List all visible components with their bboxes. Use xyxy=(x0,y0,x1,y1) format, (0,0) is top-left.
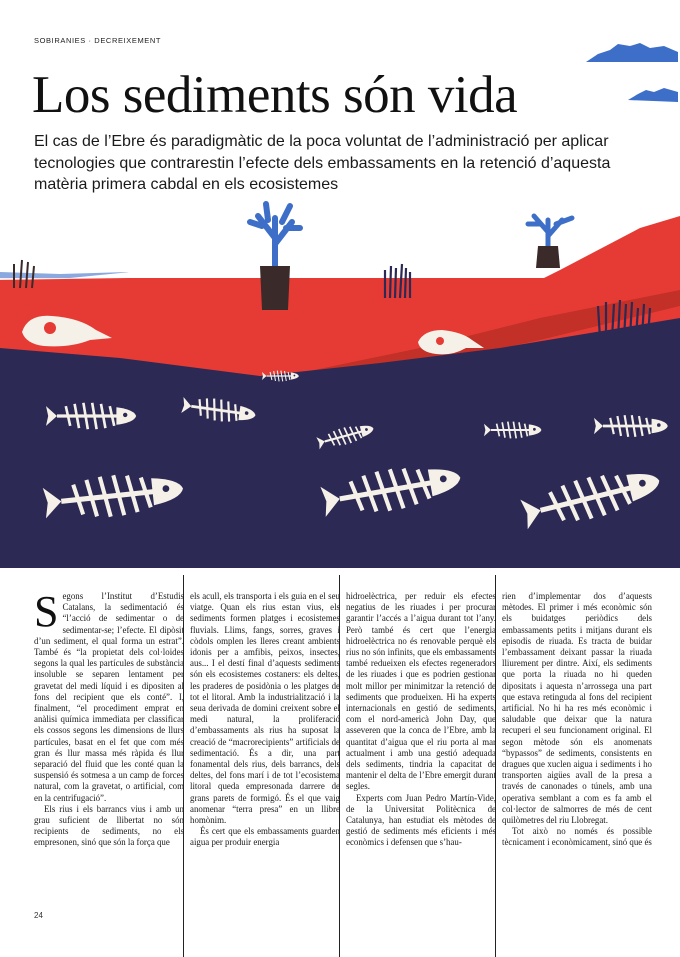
article-paragraph: Els rius i els barrancs vius i amb un grau suficient de llibertat no són recipients de sediments, no els empresonen, sinó que són la força que xyxy=(34,803,184,848)
section-label: SOBIRANIES · DECREIXEMENT xyxy=(34,36,162,45)
page-number: 24 xyxy=(34,911,43,920)
dropcap: S xyxy=(34,587,59,636)
article-body xyxy=(34,587,658,896)
article-column-3 xyxy=(346,591,496,849)
article-paragraph: hidroelèctrica, per reduir els efectes negatius de les riuades i per procurar garantir l’accés a l’aigua durant tot l’any. Però també és cert que l’energia hidroelèctrica no és renovable perquè els rius no són infinits, que els embassaments també redueixen els efectes regeneradors de les riuades i que es podrien gestionar molt millor per minimitzar la retenció de sediments que produeixen. Hi ha experts internacionals en gestió de sediments, com el nord-americà John Day, que asseveren que la conca de l’Ebre, amb la quantitat d’aigua que el riu porta al mar actualment i amb una gestió adequada dels sediments, tindria la capacitat de mantenir el delta de l’Ebre emergit durant segles. xyxy=(346,591,496,792)
article-paragraph: Experts com Juan Pedro Martín-Vide, de la Universitat Politècnica de Catalunya, han estudiat els mètodes de gestió de sediments més eficients i més econòmics i defensen que s’hau- xyxy=(346,792,496,848)
article-paragraph: És cert que els embassaments guarden aigua per produir energia xyxy=(190,826,340,848)
cloud-decoration-icon xyxy=(584,40,680,108)
page-title: Los sediments són vida xyxy=(32,66,518,124)
subtitle: El cas de l’Ebre és paradigmàtic de la poca voluntat de l’administració per aplicar tecnologies que contrarestin l’efecte dels embassaments en la retenció d’aquesta matèria primera cabdal en els ecosistemes xyxy=(34,133,611,193)
article-paragraph: Tot això no només és possible tècnicament i econòmicament, sinó que és xyxy=(502,826,652,848)
article-paragraph xyxy=(34,587,184,804)
article-paragraph: els acull, els transporta i els guia en el seu viatge. Quan els rius estan vius, els sediments formen platges i ecosistemes fluvials. Llims, fangs, sorres, graves i còdols omplen les lleres creant ambients idonis per a amfibis, peixos, insectes, aus... I el destí final d’aquests sediments són els ecosistemes costaners: els deltes, les praderes de posidònia o les platges de tot el litoral. Amb la industrialització i la seua derivada de domini creixent sobre el medi natural, la proliferació d’embassaments als rius ha suposat la creació de “macrorecipients” artificials de sedimentació. És a dir, una part fonamental dels rius, dels barrancs, dels deltes, del fons marí i de tot l’ecosistema litoral queda empresonada darrere de grans parets de formigó. És el que vaig anomenar “terra presa” en un llibre homònim. xyxy=(190,591,340,826)
article-column-2 xyxy=(190,591,340,849)
article-column-1 xyxy=(34,587,184,849)
illustration xyxy=(0,198,680,568)
article-column-4 xyxy=(502,591,652,849)
paragraph-text: egons l’Institut d’Estudis Catalans, la sedimentació és “l’acció de sedimentar o de sedimentar-se; l’efecte. El dipòsit d’un sediment, el qual forma un estrat”. També és “la propietat dels col·loides segons la qual les partícules de substància insoluble se separen lentament per gravetat del medi líquid i es dipositen al fons del recipient que els conté”. I, finalment, “el procediment emprat en anàlisi química immediata per classificar els cossos segons les dimensions de llurs partícules, basat en el fet que com més gran és llur massa més ràpida és llur separació del fluid que les conté quan la suspensió és sotmesa a un camp de forces natural, com la gravetat, o artificial, com en la centrifugació”. xyxy=(34,591,184,803)
article-paragraph: rien d’implementar dos d’aquests mètodes. El primer i més econòmic són els buidatges periòdics dels embassaments petits i mitjans durant els episodis de riuada. Es tracta de buidar l’embassament deixant passar la riuada lliurement per dintre. Així, els sediments que porta la riuada no hi queden dipositats i aquesta n’arrossega una part que estava retinguda al fons del recipient artificial. No hi ha res més econòmic i saludable que deixar que la natura recuperi el seu funcionament original. El segon mètode són els anomenats “bypassos” de sediments, consistents en dragues que xuclen aigua i sediments i ho transporten aigües avall de la presa a través de canonades o túnels, amb una operativa semblant a com es fa amb el col·lector de salmorres de més de cent quilòmetres del riu Llobregat. xyxy=(502,591,652,826)
